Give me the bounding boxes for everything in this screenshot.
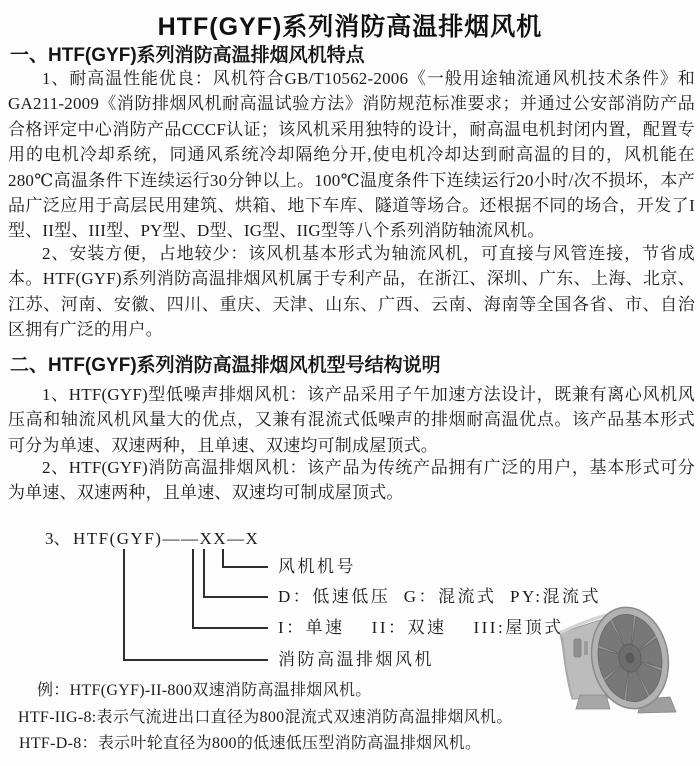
connector-line-speed xyxy=(192,549,194,628)
connector-line-type xyxy=(203,549,205,596)
connector-line-series xyxy=(123,549,125,660)
connector-line-size xyxy=(222,549,224,566)
page-title: HTF(GYF)系列消防高温排烟风机 xyxy=(157,13,543,41)
section2-heading: 二、HTF(GYF)系列消防高温排烟风机型号结构说明 xyxy=(10,355,441,376)
section2-paragraph-1: 1、HTF(GYF)型低噪声排烟风机：该产品采用子午加速方法设计，既兼有离心风机风压高和轴流风机风量大的优点，又兼有混流式低噪声的排烟耐高温优点。该产品基本形式可分为单速、双速两种，且单速、双速均可制成屋顶式。 xyxy=(8,385,695,455)
model-code-formula: HTF(GYF)——XX—X xyxy=(73,529,260,548)
example-line-3: HTF-D-8：表示叶轮直径为800的低速低压型消防高温排烟风机。 xyxy=(19,735,482,752)
section1-paragraph-1: 1、耐高温性能优良：风机符合GB/T10562-2006《一般用途轴流通风机技术条件》和GA211-2009《消防排烟风机耐高温试验方法》消防规范标准要求；并通过公安部消防产品合格评定中心消防产品CCCF认证；该风机采用独特的设计，耐高温电机封闭内置，配置专用的电机冷却系统，同通风系统冷却隔绝分开,使电机冷却达到耐高温的目的，风机能在280℃高温条件下连续运行30分钟以上。100℃温度条件下连续运行20小时/次不损坏，本产品广泛应用于高层民用建筑、烘箱、地下车库、隧道等场合。还根据不同的场合，开发了I型、II型、III型、PY型、D型、IG型、IIG型等八个系列消防轴流风机。 xyxy=(8,69,695,241)
axial-fan-photo xyxy=(546,597,698,715)
connector-line-series-h xyxy=(123,659,268,661)
section2-paragraph-2: 2、HTF(GYF)消防高温排烟风机：该产品为传统产品拥有广泛的用户，基本形式可分为单速、双速两种，且单速、双速均可制成屋顶式。 xyxy=(8,458,695,503)
legend-product-name: 消防高温排烟风机 xyxy=(278,650,434,669)
connector-line-size-h xyxy=(222,566,268,568)
example-line-2: HTF-IIG-8:表示气流进出口直径为800混流式双速消防高温排烟风机。 xyxy=(18,709,513,726)
legend-type-codes: D：低速低压 G：混流式 PY:混流式 xyxy=(278,587,601,606)
section1-heading: 一、HTF(GYF)系列消防高温排烟风机特点 xyxy=(10,45,365,66)
diagram-item-number: 3、 xyxy=(45,529,71,548)
example-line-1: 例：HTF(GYF)-II-800双速消防高温排烟风机。 xyxy=(37,682,372,699)
connector-line-type-h xyxy=(203,596,268,598)
section1-paragraph-2: 2、安装方便，占地较少：该风机基本形式为轴流风机，可直接与风管连接，节省成本。HTF(GYF)系列消防高温排烟风机属于专利产品，在浙江、深圳、广东、上海、北京、江苏、河南、安徽、四川、重庆、天津、山东、广西、云南、海南等全国各省、市、自治区拥有广泛的用户。 xyxy=(8,244,695,340)
legend-speed-codes: I：单速 II：双速 III:屋顶式 xyxy=(278,618,564,637)
legend-fan-size: 风机机号 xyxy=(278,557,356,576)
connector-line-speed-h xyxy=(192,627,268,629)
